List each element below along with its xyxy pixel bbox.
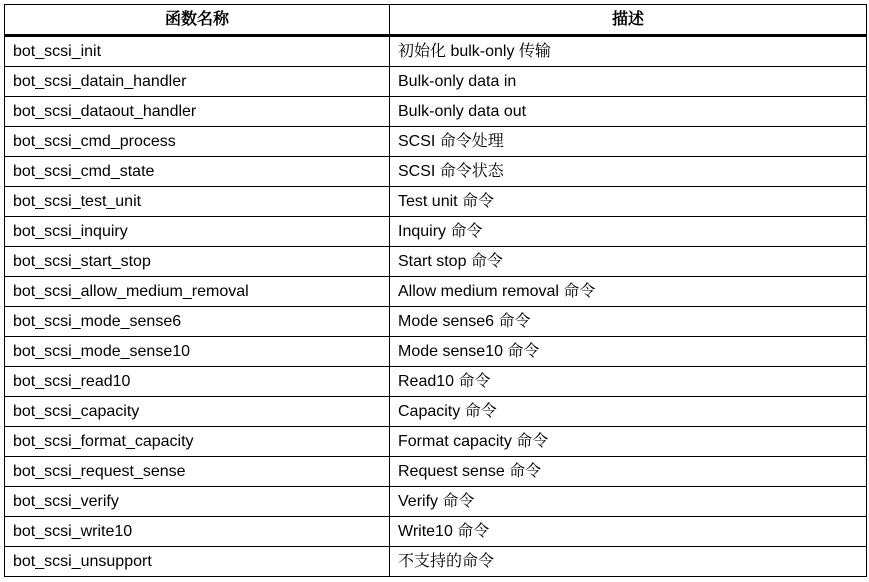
function-name-cell: bot_scsi_request_sense xyxy=(5,457,390,487)
table-header-row xyxy=(5,5,867,36)
function-name-cell: bot_scsi_cmd_process xyxy=(5,127,390,157)
column-header-description: 描述 xyxy=(390,5,867,36)
table-row xyxy=(5,397,867,427)
function-name-cell: bot_scsi_unsupport xyxy=(5,547,390,577)
function-name-cell: bot_scsi_format_capacity xyxy=(5,427,390,457)
description-cell: Format capacity 命令 xyxy=(390,427,867,457)
description-cell: SCSI 命令状态 xyxy=(390,157,867,187)
table-row xyxy=(5,547,867,577)
description-cell: Mode sense10 命令 xyxy=(390,337,867,367)
function-name-cell: bot_scsi_test_unit xyxy=(5,187,390,217)
description-cell: Allow medium removal 命令 xyxy=(390,277,867,307)
description-cell: 不支持的命令 xyxy=(390,547,867,577)
function-name-cell: bot_scsi_capacity xyxy=(5,397,390,427)
description-cell: Request sense 命令 xyxy=(390,457,867,487)
table-row xyxy=(5,36,867,67)
description-cell: Read10 命令 xyxy=(390,367,867,397)
description-cell: Inquiry 命令 xyxy=(390,217,867,247)
description-cell: SCSI 命令处理 xyxy=(390,127,867,157)
function-name-cell: bot_scsi_init xyxy=(5,36,390,67)
function-name-cell: bot_scsi_mode_sense10 xyxy=(5,337,390,367)
description-cell: Verify 命令 xyxy=(390,487,867,517)
table-row xyxy=(5,517,867,547)
function-name-cell: bot_scsi_write10 xyxy=(5,517,390,547)
description-cell: Mode sense6 命令 xyxy=(390,307,867,337)
table-row xyxy=(5,487,867,517)
table-row xyxy=(5,247,867,277)
column-header-function-name: 函数名称 xyxy=(5,5,390,36)
function-name-cell: bot_scsi_verify xyxy=(5,487,390,517)
function-name-cell: bot_scsi_datain_handler xyxy=(5,67,390,97)
function-name-cell: bot_scsi_allow_medium_removal xyxy=(5,277,390,307)
function-name-cell: bot_scsi_read10 xyxy=(5,367,390,397)
function-name-cell: bot_scsi_cmd_state xyxy=(5,157,390,187)
description-cell: 初始化 bulk-only 传输 xyxy=(390,36,867,67)
table-row xyxy=(5,187,867,217)
function-name-cell: bot_scsi_start_stop xyxy=(5,247,390,277)
function-name-cell: bot_scsi_inquiry xyxy=(5,217,390,247)
description-cell: Test unit 命令 xyxy=(390,187,867,217)
table-row xyxy=(5,67,867,97)
table-row xyxy=(5,457,867,487)
table-row xyxy=(5,127,867,157)
description-cell: Bulk-only data out xyxy=(390,97,867,127)
description-cell: Write10 命令 xyxy=(390,517,867,547)
description-cell: Capacity 命令 xyxy=(390,397,867,427)
table-row xyxy=(5,217,867,247)
description-cell: Start stop 命令 xyxy=(390,247,867,277)
table-row xyxy=(5,337,867,367)
table-row xyxy=(5,427,867,457)
function-name-cell: bot_scsi_dataout_handler xyxy=(5,97,390,127)
function-table xyxy=(4,4,867,577)
description-cell: Bulk-only data in xyxy=(390,67,867,97)
table-row xyxy=(5,97,867,127)
table-row xyxy=(5,157,867,187)
table-row xyxy=(5,277,867,307)
table-row xyxy=(5,307,867,337)
function-name-cell: bot_scsi_mode_sense6 xyxy=(5,307,390,337)
table-row xyxy=(5,367,867,397)
